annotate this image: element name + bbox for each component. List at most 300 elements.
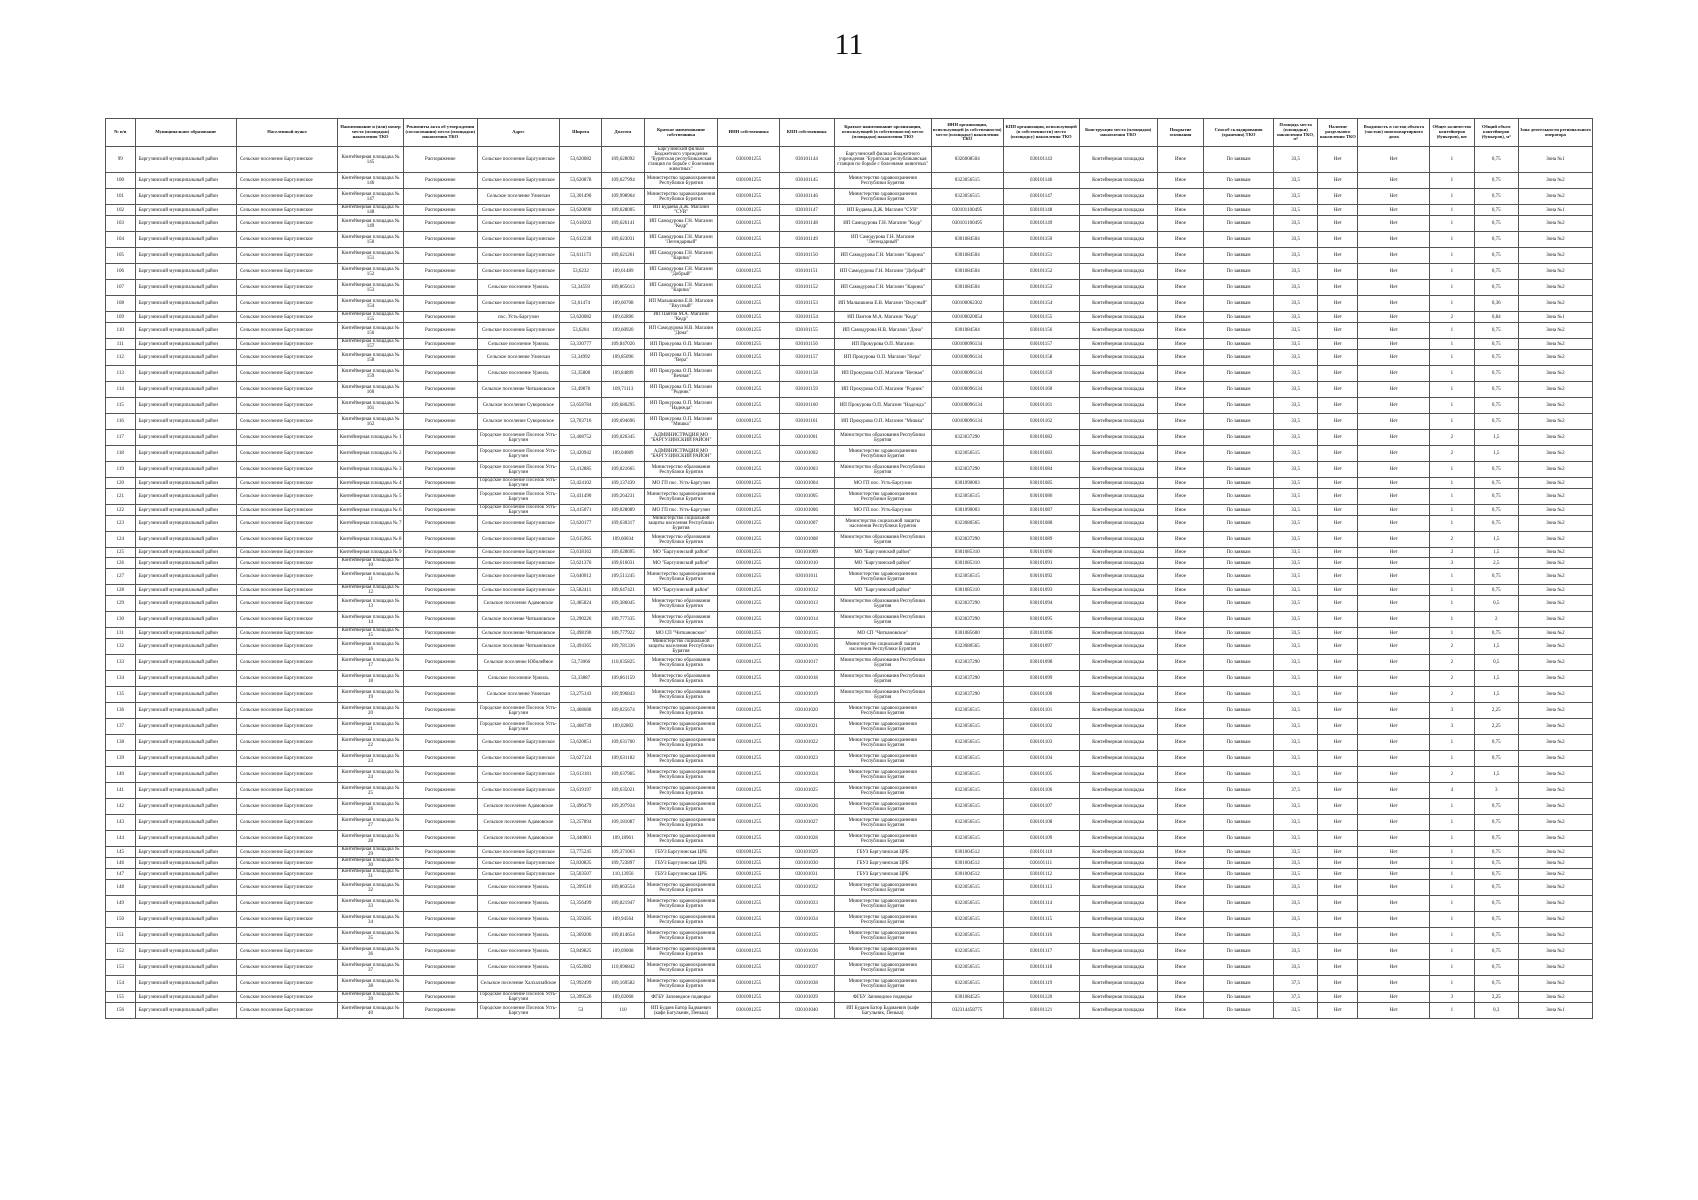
table-cell: 1,5 (1474, 687, 1518, 703)
table-cell: По заявкам (1204, 815, 1274, 831)
table-cell: 0323056515 (931, 735, 1003, 751)
table-cell: Сельское поселение Баргузинское (236, 639, 337, 655)
table-cell: Городское поселение Поселок Усть-Баргузин (477, 719, 559, 735)
table-cell: Нет (1318, 992, 1358, 1003)
table-cell: 33,5 (1273, 173, 1317, 189)
table-cell: По заявкам (1204, 912, 1274, 928)
table-cell: Городское поселение Поселок Усть-Баргузин (477, 430, 559, 446)
table-cell: 1 (1430, 612, 1474, 628)
table-cell: ИП Самодурова Н.В. Магазин "Дона" (834, 323, 931, 339)
table-cell: Сельское поселение Баргузинское (236, 799, 337, 815)
table-cell: Распоряжение (403, 815, 477, 831)
table-cell: 1 (1430, 462, 1474, 478)
table-cell: Министерство образования Республики Бурятия (834, 430, 931, 446)
table-cell: Контейнерная площадка № 6 (338, 505, 403, 516)
table-cell: Городское поселение Поселок Усть-Баргузин (477, 489, 559, 505)
table-cell: ИП Самодурова Г.Н. Магазин "Кедр" (834, 216, 931, 232)
table-cell: По заявкам (1204, 869, 1274, 880)
table-cell: 2,25 (1474, 719, 1518, 735)
table-cell: Нет (1358, 189, 1430, 205)
table-cell: По заявкам (1204, 628, 1274, 639)
table-cell: Иное (1157, 350, 1203, 366)
table-cell: Зона №2 (1518, 858, 1592, 869)
table-cell: 0323056515 (931, 751, 1003, 767)
table-cell: Нет (1358, 783, 1430, 799)
table-cell: 030101096 (1003, 628, 1079, 639)
table-cell: По заявкам (1204, 944, 1274, 960)
table-cell: 1 (1430, 189, 1474, 205)
table-cell: 0,75 (1474, 735, 1518, 751)
table-cell: Баргузинский филиал Бюджетного учреждения "Бурятская республиканская станция по борьбе с болезнями животных" (644, 147, 718, 173)
table-cell: 33,5 (1273, 414, 1317, 430)
table-cell: 99 (106, 147, 136, 173)
table-cell: По заявкам (1204, 414, 1274, 430)
table-cell: Нет (1318, 847, 1358, 858)
table-cell: Иное (1157, 944, 1203, 960)
table-cell: Сельское поселение Баргузинское (236, 532, 337, 548)
table-row (106, 815, 1593, 831)
table-cell: Нет (1358, 296, 1430, 312)
table-cell: Нет (1318, 858, 1358, 869)
table-cell: 030101003 (779, 462, 834, 478)
table-cell: Зона №1 (1518, 1003, 1592, 1019)
column-header: Краткое наименование организации, использующей (в собственности) место (площадки) накопления ТКО (834, 119, 931, 147)
table-cell: 1 (1430, 928, 1474, 944)
table-cell: Сельское поселение Баргузинское (236, 880, 337, 896)
table-cell: Министерство здравоохранения Республики Бурятия (644, 767, 718, 783)
table-cell: 0,75 (1474, 205, 1518, 216)
table-cell: Министерство образования Республики Бурятия (834, 462, 931, 478)
table-cell: Иное (1157, 585, 1203, 596)
table-cell: 0323056515 (931, 799, 1003, 815)
table-cell: МО ГП пос. Усть-Баргузин (834, 505, 931, 516)
table-cell: Иное (1157, 612, 1203, 628)
table-cell: Министерство социальной защиты населения Республики Бурятия (834, 639, 931, 655)
table-cell: 53,620082 (560, 312, 602, 323)
table-cell: 030101083 (1003, 446, 1079, 462)
table-cell: 030100096134 (931, 414, 1003, 430)
table-cell: 109,62890 (602, 312, 644, 323)
table-cell: Нет (1318, 430, 1358, 446)
table-cell: По заявкам (1204, 216, 1274, 232)
table-cell: Нет (1318, 1003, 1358, 1019)
table-cell: Иное (1157, 339, 1203, 350)
table-cell: Городское поселение Поселок Усть-Баргузин (477, 478, 559, 489)
table-cell: Контейнерная площадка (1079, 323, 1157, 339)
table-cell: По заявкам (1204, 767, 1274, 783)
table-cell: Контейнерная площадка № 156 (338, 323, 403, 339)
table-cell: 0323037290 (931, 430, 1003, 446)
table-cell: 030101151 (1003, 248, 1079, 264)
table-cell: Сельское поселение Баргузинское (236, 339, 337, 350)
table-cell: 33,5 (1273, 751, 1317, 767)
table-row (106, 339, 1593, 350)
table-cell: ИП Прокурова О.П. Магазин (644, 339, 718, 350)
table-cell: Нет (1318, 147, 1358, 173)
table-cell: Зона №2 (1518, 296, 1592, 312)
table-cell: 030101027 (779, 815, 834, 831)
table-cell: 030101156 (1003, 323, 1079, 339)
table-cell: 030101092 (1003, 569, 1079, 585)
table-cell: Баргузинский муниципальный район (135, 783, 236, 799)
table-cell: 1 (1430, 414, 1474, 430)
table-cell: Сельское поселение Баргузинское (236, 147, 337, 173)
table-cell: 33,5 (1273, 596, 1317, 612)
table-cell: 1 (1430, 569, 1474, 585)
table-cell: 33,5 (1273, 366, 1317, 382)
table-cell: 0,75 (1474, 944, 1518, 960)
table-cell: 030101109 (1003, 831, 1079, 847)
table-cell: Контейнерная площадка (1079, 446, 1157, 462)
table-cell: Сельское поселение Баргузинское (236, 248, 337, 264)
table-cell: Сельское поселение Баргузинское (236, 869, 337, 880)
table-cell: 1 (1430, 1003, 1474, 1019)
table-cell: Распоряжение (403, 767, 477, 783)
table-cell: Контейнерная площадка (1079, 671, 1157, 687)
table-cell: 3 (1474, 783, 1518, 799)
table-cell: 53,615965 (560, 532, 602, 548)
table-cell: ГБУЗ Баргузинская ЦРБ (644, 847, 718, 858)
table-cell: 53,618202 (560, 216, 602, 232)
table-cell: МО СП "Читкановское" (834, 628, 931, 639)
table-cell: 0323080565 (931, 639, 1003, 655)
table-cell: 2 (1430, 767, 1474, 783)
table-cell: Контейнерная площадка (1079, 548, 1157, 558)
table-cell: Сельское поселение Баргузинское (236, 628, 337, 639)
table-cell: 0323056515 (931, 489, 1003, 505)
table-cell: Министерство здравоохранения Республики Бурятия (834, 703, 931, 719)
table-cell: 0301084504 (931, 280, 1003, 296)
table-cell: Контейнерная площадка № 153 (338, 280, 403, 296)
table-cell: Министерство здравоохранения Республики Бурятия (834, 173, 931, 189)
table-cell: Министерство образования Республики Бурятия (644, 687, 718, 703)
table-cell: Распоряжение (403, 912, 477, 928)
table-cell: 37,5 (1273, 992, 1317, 1003)
table-cell: 030101111 (1003, 858, 1079, 869)
table-cell: 0,3 (1474, 1003, 1518, 1019)
table-cell: 030101144 (779, 147, 834, 173)
table-cell: 33,5 (1273, 248, 1317, 264)
table-row (106, 216, 1593, 232)
table-cell: Сельское поселение Баргузинское (236, 264, 337, 280)
table-cell: Распоряжение (403, 248, 477, 264)
table-cell: Иное (1157, 928, 1203, 944)
table-cell: Зона №1 (1518, 205, 1592, 216)
table-cell: 33,5 (1273, 799, 1317, 815)
table-cell: Сельское поселение Баргузинское (236, 558, 337, 569)
table-cell: 109,627994 (602, 173, 644, 189)
table-row (106, 585, 1593, 596)
table-cell: По заявкам (1204, 751, 1274, 767)
table-cell: Иное (1157, 1003, 1203, 1019)
table-cell: Зона №2 (1518, 783, 1592, 799)
table-cell: 110,13956 (602, 869, 644, 880)
table-cell: Сельское поселение Баргузинское (236, 735, 337, 751)
table-cell: 0301085600 (931, 628, 1003, 639)
table-cell: Распоряжение (403, 280, 477, 296)
table-cell: Распоряжение (403, 703, 477, 719)
table-cell: Баргузинский муниципальный район (135, 232, 236, 248)
table-cell: Контейнерная площадка (1079, 430, 1157, 446)
table-cell: Иное (1157, 205, 1203, 216)
table-cell: Баргузинский муниципальный район (135, 858, 236, 869)
table-header (106, 119, 1593, 147)
table-cell: Нет (1358, 628, 1430, 639)
table-cell: 109,686295 (602, 398, 644, 414)
column-header: Краткое наименование собственника (644, 119, 718, 147)
table-cell: Распоряжение (403, 869, 477, 880)
table-cell: 106 (106, 264, 136, 280)
table-cell: 030101159 (1003, 366, 1079, 382)
table-cell: 0,75 (1474, 462, 1518, 478)
table-row (106, 430, 1593, 446)
table-cell: По заявкам (1204, 735, 1274, 751)
table-cell: 33,5 (1273, 639, 1317, 655)
table-cell: Баргузинский муниципальный район (135, 189, 236, 205)
table-cell: 0,75 (1474, 880, 1518, 896)
table-cell: 33,5 (1273, 350, 1317, 366)
table-cell: Сельское поселение Баргузинское (236, 596, 337, 612)
table-row (106, 505, 1593, 516)
table-cell: 33,5 (1273, 687, 1317, 703)
table-cell: Баргузинский муниципальный район (135, 446, 236, 462)
waste-site-registry-table (105, 118, 1593, 1019)
table-cell: 0301001255 (718, 532, 779, 548)
table-cell: Распоряжение (403, 398, 477, 414)
table-cell: По заявкам (1204, 671, 1274, 687)
table-cell: 0301001255 (718, 671, 779, 687)
table-cell: Контейнерная площадка № 36 (338, 944, 403, 960)
table-cell: 0301001255 (718, 280, 779, 296)
table-cell: Нет (1318, 799, 1358, 815)
table-cell: Нет (1358, 735, 1430, 751)
table-cell: Контейнерная площадка № 4 (338, 478, 403, 489)
table-cell: Нет (1318, 703, 1358, 719)
table-cell: Нет (1318, 323, 1358, 339)
table-cell: 109,647421 (602, 585, 644, 596)
table-cell: Нет (1318, 248, 1358, 264)
table-cell: Министерство здравоохранения Республики Бурятия (834, 944, 931, 960)
table-cell: Сельское поселение Баргузинское (236, 280, 337, 296)
table-cell: 53,621376 (560, 558, 602, 569)
table-cell: Зона №2 (1518, 339, 1592, 350)
table-cell: 0301090003 (931, 505, 1003, 516)
table-cell: 33,5 (1273, 516, 1317, 532)
table-cell: Зона №2 (1518, 944, 1592, 960)
table-cell: По заявкам (1204, 1003, 1274, 1019)
table-cell: 0301001255 (718, 216, 779, 232)
table-cell: 0301085310 (931, 585, 1003, 596)
table-cell: Сельское поселение Суворовское (477, 398, 559, 414)
table-cell: Сельское поселение Баргузинское (477, 264, 559, 280)
table-cell: 109,60920 (602, 323, 644, 339)
table-cell: ИП Самодурова Н.В. Магазин "Дона" (644, 323, 718, 339)
table-cell: Баргузинский муниципальный район (135, 173, 236, 189)
table-cell: 110,096842 (602, 960, 644, 976)
table-cell: Баргузинский муниципальный район (135, 505, 236, 516)
table-cell: Нет (1358, 960, 1430, 976)
table-cell: Зона №2 (1518, 478, 1592, 489)
table-cell: 1 (1430, 628, 1474, 639)
table-cell: 0301001255 (718, 596, 779, 612)
table-cell: 33,5 (1273, 671, 1317, 687)
table-cell: Нет (1358, 719, 1430, 735)
table-cell: 1 (1430, 944, 1474, 960)
table-cell: 0301001255 (718, 382, 779, 398)
table-cell: Иное (1157, 430, 1203, 446)
table-cell: 109,865613 (602, 280, 644, 296)
table-cell: 0323037290 (931, 462, 1003, 478)
table-cell: Министерство здравоохранения Республики Бурятия (644, 896, 718, 912)
table-cell: Сельское поселение Баргузинское (236, 173, 337, 189)
table-cell: 0301001255 (718, 312, 779, 323)
table-cell: МО "Баргузинский район" (644, 548, 718, 558)
table-cell: 030101097 (1003, 639, 1079, 655)
table-cell: Нет (1318, 232, 1358, 248)
table-cell: Нет (1318, 478, 1358, 489)
table-cell: 53,399510 (560, 880, 602, 896)
table-cell: 109,631760 (602, 735, 644, 751)
table-cell: Контейнерная площадка № 147 (338, 189, 403, 205)
table-cell: 1 (1430, 505, 1474, 516)
column-header: Конструкция места (площадки) накопления ТКО (1079, 119, 1157, 147)
table-cell: 030101155 (1003, 312, 1079, 323)
table-cell: 33,5 (1273, 912, 1317, 928)
table-row (106, 612, 1593, 628)
table-cell: Распоряжение (403, 596, 477, 612)
table-cell: Контейнерная площадка (1079, 350, 1157, 366)
table-cell: Баргузинский муниципальный район (135, 462, 236, 478)
table-cell: 0301001255 (718, 869, 779, 880)
table-cell: 030101037 (779, 960, 834, 976)
table-cell: 0,75 (1474, 847, 1518, 858)
table-cell: 030101155 (779, 323, 834, 339)
table-cell: 53,73066 (560, 655, 602, 671)
table-body (106, 147, 1593, 1019)
table-cell: Сельское поселение Баргузинское (236, 189, 337, 205)
table-cell: 0301001255 (718, 976, 779, 992)
table-cell: Распоряжение (403, 976, 477, 992)
table-cell: Баргузинский муниципальный район (135, 516, 236, 532)
table-cell: 1 (1430, 296, 1474, 312)
table-cell: Контейнерная площадка № 40 (338, 1003, 403, 1019)
table-cell: 0,75 (1474, 569, 1518, 585)
table-cell: Нет (1358, 248, 1430, 264)
table-cell: Распоряжение (403, 532, 477, 548)
table-cell: Нет (1358, 312, 1430, 323)
table-cell: 030101112 (1003, 869, 1079, 880)
table-cell: Контейнерная площадка (1079, 847, 1157, 858)
table-row (106, 719, 1593, 735)
table-row (106, 532, 1593, 548)
table-cell: 138 (106, 735, 136, 751)
table-cell: 53,612238 (560, 232, 602, 248)
table-cell: 33,5 (1273, 585, 1317, 596)
table-cell: 0301001255 (718, 505, 779, 516)
table-cell: 53 (560, 1003, 602, 1019)
table-cell: Зона №2 (1518, 655, 1592, 671)
table-cell: Контейнерная площадка № 7 (338, 516, 403, 532)
table-cell: Контейнерная площадка (1079, 505, 1157, 516)
table-cell: Иное (1157, 296, 1203, 312)
table-cell: 0301084504 (931, 248, 1003, 264)
table-cell: Министерство здравоохранения Республики Бурятия (834, 799, 931, 815)
table-cell: Нет (1318, 296, 1358, 312)
table-cell: Нет (1318, 205, 1358, 216)
table-cell: Контейнерная площадка № 2 (338, 446, 403, 462)
table-cell: Зона №2 (1518, 569, 1592, 585)
table-cell: Зона №2 (1518, 896, 1592, 912)
table-cell: 118 (106, 446, 136, 462)
table-cell: Министерство здравоохранения Республики Бурятия (644, 173, 718, 189)
table-cell: По заявкам (1204, 505, 1274, 516)
table-cell: Распоряжение (403, 896, 477, 912)
column-header: КПП собственника (779, 119, 834, 147)
table-cell: 030101082 (1003, 430, 1079, 446)
table-cell: Зона №2 (1518, 960, 1592, 976)
table-cell: Распоряжение (403, 205, 477, 216)
table-cell: Министерство образования Республики Бурятия (644, 596, 718, 612)
table-cell: Распоряжение (403, 639, 477, 655)
table-cell: 0301001255 (718, 655, 779, 671)
table-cell: Контейнерная площадка № 160 (338, 382, 403, 398)
table-cell: 030101019 (779, 687, 834, 703)
table-cell: Баргузинский муниципальный район (135, 976, 236, 992)
table-cell: По заявкам (1204, 489, 1274, 505)
table-cell: 1,5 (1474, 532, 1518, 548)
table-cell: 109,026345 (602, 430, 644, 446)
table-cell: Сельское поселение Баргузинское (477, 869, 559, 880)
table-cell: Министерство образования Республики Бурятия (644, 671, 718, 687)
table-cell: 030101100495 (931, 216, 1003, 232)
table-cell: Нет (1318, 532, 1358, 548)
table-cell: Баргузинский муниципальный район (135, 430, 236, 446)
table-row (106, 446, 1593, 462)
table-cell: 0301001255 (718, 585, 779, 596)
table-cell: 0323056515 (931, 880, 1003, 896)
table-row (106, 783, 1593, 799)
table-cell: 030101010 (779, 558, 834, 569)
table-cell: Контейнерная площадка (1079, 928, 1157, 944)
table-cell: Сельское поселение Баргузинское (477, 569, 559, 585)
table-cell: Сельское поселение Баргузинское (236, 976, 337, 992)
table-cell: 030101100 (1003, 687, 1079, 703)
table-cell: 33,5 (1273, 831, 1317, 847)
table-cell: Министерство социальной защиты населения Республики Бурятия (834, 516, 931, 532)
table-cell: 109 (106, 312, 136, 323)
table-cell: Сельское поселение Баргузинское (236, 928, 337, 944)
table-cell: 33,5 (1273, 323, 1317, 339)
table-cell: 0,75 (1474, 751, 1518, 767)
table-cell: Сельское поселение Баргузинское (477, 735, 559, 751)
table-cell: Министерство социальной защиты населения Республики Бурятия (644, 639, 718, 655)
table-cell: Сельское поселение Баргузинское (236, 703, 337, 719)
table-cell: 53,330777 (560, 339, 602, 350)
table-cell: 0,75 (1474, 799, 1518, 815)
table-cell: Министерство здравоохранения Республики Бурятия (834, 569, 931, 585)
table-cell: 030101145 (779, 173, 834, 189)
table-cell: Контейнерная площадка (1079, 173, 1157, 189)
table-cell: 0301001255 (718, 912, 779, 928)
table-cell: Сельское поселение Баргузинское (236, 462, 337, 478)
table-cell: ФГБУ Заповедное подворье (834, 992, 931, 1003)
table-cell: 123 (106, 516, 136, 532)
table-cell: Сельское поселение Баргузинское (236, 585, 337, 596)
table-cell: Контейнерная площадка (1079, 264, 1157, 280)
table-cell: Городское поселение Поселок Усть-Баргузин (477, 703, 559, 719)
table-cell: 135 (106, 687, 136, 703)
table-cell: Нет (1358, 831, 1430, 847)
